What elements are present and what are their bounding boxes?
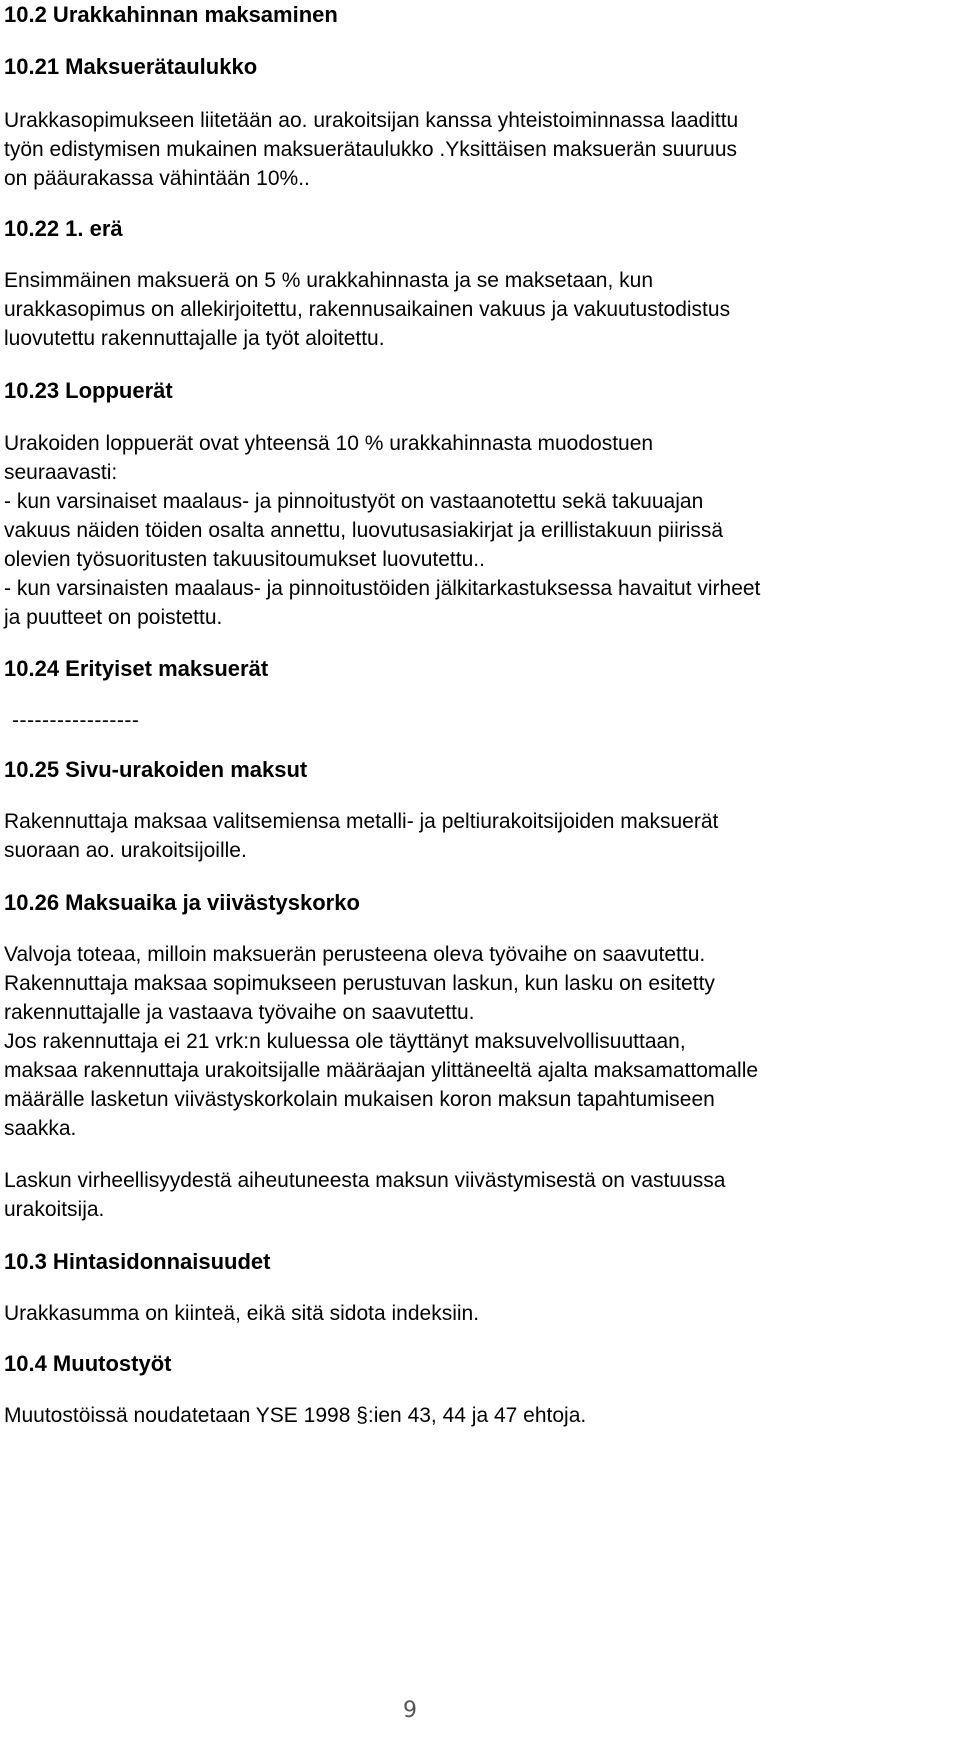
paragraph-10-26-a: Valvoja toteaa, milloin maksuerän perusteena oleva työvaihe on saavutettu. Rakennuttaja maksaa sopimukseen perustuvan laskun, kun lasku on esitetty rakennuttajalle ja vastaava työvaihe on saavutettu. Jos rakennuttaja ei 21 vrk:n kuluessa ole täyttänyt maksuvelvollisuuttaan, maksaa rakennuttaja urakoitsijalle määräajan ylittäneeltä ajalta maksamattomalle määrälle lasketun viivästyskorkolain mukaisen koron maksun tapahtumiseen saakka. (4, 943, 759, 1140)
paragraph-10-26-b: Laskun virheellisyydestä aiheutuneesta maksun viivästymisestä on vastuussa urakoitsija. (4, 1169, 726, 1221)
heading-10-4: 10.4 Muutostyöt (4, 1351, 172, 1376)
document-page (4, 0, 956, 1430)
paragraph-10-22: Ensimmäinen maksuerä on 5 % urakkahinnasta ja se maksetaan, kun urakkasopimus on allekirjoitettu, rakennusaikainen vakuus ja vakuutustodistus luovutettu rakennuttajalle ja työt aloitettu. (4, 269, 731, 350)
heading-10-25: 10.25 Sivu-urakoiden maksut (4, 757, 308, 782)
heading-10-21: 10.21 Maksuerätaulukko (4, 54, 258, 79)
paragraph-10-23-intro: Urakoiden loppuerät ovat yhteensä 10 % urakkahinnasta muodostuen seuraavasti: (4, 432, 654, 484)
paragraph-10-25: Rakennuttaja maksaa valitsemiensa metalli- ja peltiurakoitsijoiden maksuerät suoraan ao. urakoitsijoille. (4, 810, 719, 862)
paragraph-10-4: Muutostöissä noudatetaan YSE 1998 §:ien 43, 44 ja 47 ehtoja. (4, 1404, 587, 1427)
paragraph-10-23-item-1: - kun varsinaiset maalaus- ja pinnoitustyöt on vastaanotettu sekä takuuajan vakuus näiden töiden osalta annettu, luovutusasiakirjat ja erillistakuun piirissä olevien työsuoritusten takuusitoumukset luovutettu.. (4, 490, 724, 571)
paragraph-10-23-item-2: - kun varsinaisten maalaus- ja pinnoitustöiden jälkitarkastuksessa havaitut virheet ja puutteet on poistettu. (4, 577, 761, 629)
heading-10-23: 10.23 Loppuerät (4, 378, 173, 403)
heading-10-24: 10.24 Erityiset maksuerät (4, 656, 269, 681)
paragraph-10-3: Urakkasumma on kiinteä, eikä sitä sidota indeksiin. (4, 1302, 480, 1325)
heading-10-26: 10.26 Maksuaika ja viivästyskorko (4, 890, 360, 915)
page-number: 9 (403, 1698, 417, 1723)
paragraph-10-21: Urakkasopimukseen liitetään ao. urakoitsijan kanssa yhteistoiminnassa laadittu työn edistymisen mukainen maksuerätaulukko .Yksittäisen maksuerän suuruus on pääurakassa vähintään 10%.. (4, 109, 739, 190)
heading-10-22: 10.22 1. erä (4, 216, 123, 241)
separator-10-24: ----------------- (12, 709, 140, 732)
heading-10-2: 10.2 Urakkahinnan maksaminen (4, 2, 338, 27)
heading-10-3: 10.3 Hintasidonnaisuudet (4, 1249, 271, 1274)
